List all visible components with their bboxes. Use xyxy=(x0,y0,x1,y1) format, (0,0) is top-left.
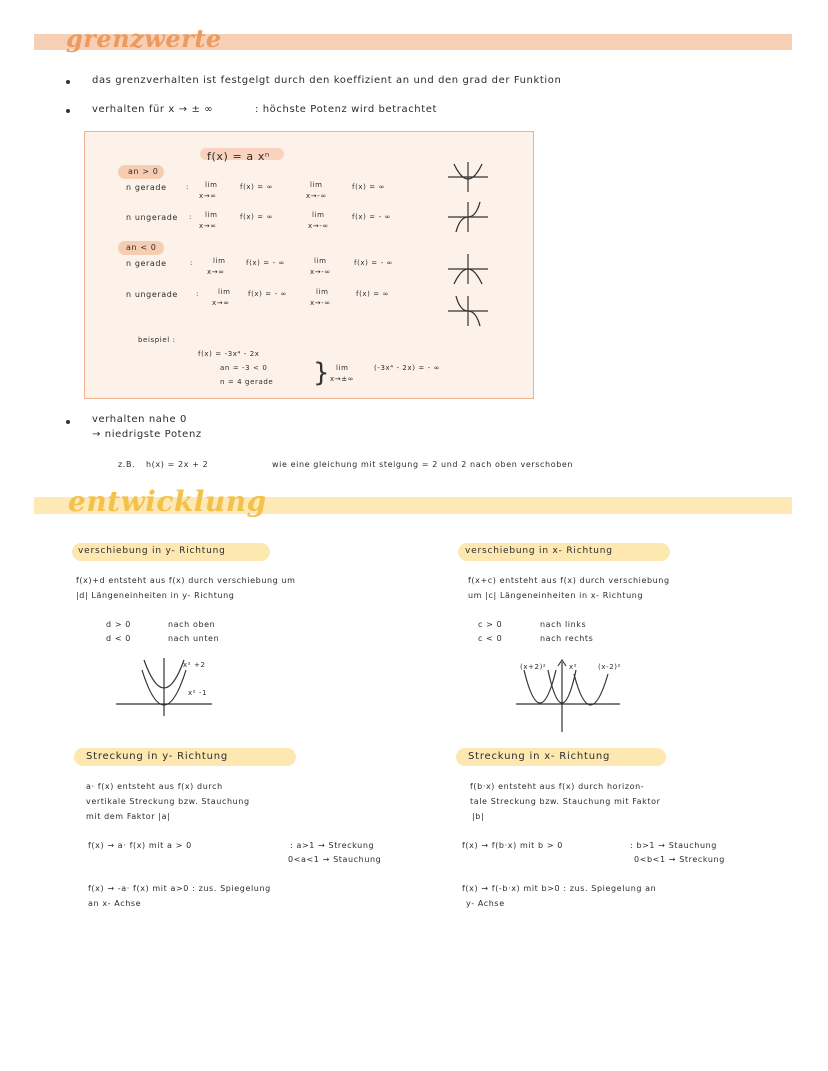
sy-mirror-line2: an x- Achse xyxy=(88,899,142,908)
bullet-text-hoechste-potenz: : höchste Potenz wird betrachtet xyxy=(255,104,438,115)
sy-rule-stauchung: 0<a<1 → Stauchung xyxy=(288,855,382,864)
graph-label-x-plus-2: (x+2)² xyxy=(520,663,547,671)
section-title-entwicklung: entwicklung xyxy=(68,485,267,518)
vy-cond2: d < 0 xyxy=(106,634,131,643)
graph-label-x2: x² xyxy=(569,663,578,671)
lim-result: f(x) = ∞ xyxy=(356,290,390,298)
lim-result: f(x) = ∞ xyxy=(240,213,274,221)
graph-label-x-minus-2: (x-2)² xyxy=(598,663,621,671)
sx-text-line3: |b| xyxy=(472,812,485,821)
bullet-dot xyxy=(66,80,70,84)
example-description: wie eine gleichung mit steigung = 2 und 2 nach oben verschoben xyxy=(272,460,574,469)
lim-label: lim xyxy=(316,288,329,296)
vy-text-line2: |d| Längeneinheiten in y- Richtung xyxy=(76,591,235,600)
heading-verschiebung-x: verschiebung in x- Richtung xyxy=(465,546,613,556)
lim-result: f(x) = - ∞ xyxy=(354,259,393,267)
graph-label-x2-plus-2: x² +2 xyxy=(183,661,206,669)
sy-mirror-line1: f(x) → -a· f(x) mit a>0 : zus. Spiegelung xyxy=(88,884,271,893)
graph-shift-x xyxy=(512,660,624,734)
lim-subscript: x→-∞ xyxy=(310,299,331,307)
sx-rule: f(x) → f(b·x) mit b > 0 xyxy=(462,841,563,850)
lim-label: lim xyxy=(218,288,231,296)
lim-label: lim xyxy=(314,257,327,265)
vx-text-line1: f(x+c) entsteht aus f(x) durch verschiebung xyxy=(468,576,670,585)
vy-cond1-result: nach oben xyxy=(168,620,216,629)
vy-cond2-result: nach unten xyxy=(168,634,220,643)
colon: : xyxy=(189,213,192,221)
sketch-odd-down-icon xyxy=(446,294,490,328)
vx-cond2: c < 0 xyxy=(478,634,503,643)
example-lim: lim xyxy=(336,364,349,372)
vx-cond1-result: nach links xyxy=(540,620,587,629)
graph-label-x2-minus-1: x² -1 xyxy=(188,689,208,697)
vx-cond1: c > 0 xyxy=(478,620,503,629)
vx-cond2-result: nach rechts xyxy=(540,634,594,643)
row-label: n gerade xyxy=(126,183,167,192)
lim-subscript: x→-∞ xyxy=(306,192,327,200)
sx-rule-streckung: 0<b<1 → Streckung xyxy=(634,855,725,864)
example-result: (-3x⁴ - 2x) = - ∞ xyxy=(374,364,441,372)
sx-text-line2: tale Streckung bzw. Stauchung mit Faktor xyxy=(470,797,661,806)
lim-subscript: x→-∞ xyxy=(308,222,329,230)
sx-text-line1: f(b·x) entsteht aus f(x) durch horizon- xyxy=(470,782,645,791)
lim-result: f(x) = ∞ xyxy=(240,183,274,191)
lim-label: lim xyxy=(205,211,218,219)
sy-rule: f(x) → a· f(x) mit a > 0 xyxy=(88,841,192,850)
vx-text-line2: um |c| Längeneinheiten in x- Richtung xyxy=(468,591,644,600)
sy-text-line3: mit dem Faktor |a| xyxy=(86,812,171,821)
bullet-dot xyxy=(66,420,70,424)
heading-verschiebung-y: verschiebung in y- Richtung xyxy=(78,546,226,556)
colon: : xyxy=(190,259,193,267)
section-title-grenzwerte: grenzwerte xyxy=(66,24,222,53)
sx-mirror-line1: f(x) → f(-b·x) mit b>0 : zus. Spiegelung an xyxy=(462,884,657,893)
sx-rule-stauchung: : b>1 → Stauchung xyxy=(630,841,717,850)
lim-subscript: x→∞ xyxy=(212,299,230,307)
lim-subscript: x→∞ xyxy=(199,192,217,200)
sy-rule-streckung: : a>1 → Streckung xyxy=(290,841,375,850)
sx-mirror-line2: y- Achse xyxy=(466,899,505,908)
sy-text-line2: vertikale Streckung bzw. Stauchung xyxy=(86,797,250,806)
vy-text-line1: f(x)+d entsteht aus f(x) durch verschiebung um xyxy=(76,576,296,585)
beispiel-label: beispiel : xyxy=(138,336,176,344)
colon: : xyxy=(196,290,199,298)
lim-subscript: x→∞ xyxy=(207,268,225,276)
curly-brace-icon: } xyxy=(313,358,330,388)
lim-label: lim xyxy=(213,257,226,265)
heading-streckung-x: Streckung in x- Richtung xyxy=(468,751,611,762)
row-label: n gerade xyxy=(126,259,167,268)
lim-result: f(x) = - ∞ xyxy=(352,213,391,221)
sketch-even-down-icon xyxy=(446,252,490,286)
lim-subscript: x→-∞ xyxy=(310,268,331,276)
formula-fx-axn: f(x) = a xⁿ xyxy=(207,150,270,163)
example-n: n = 4 gerade xyxy=(220,378,274,386)
example-lim-subscript: x→±∞ xyxy=(330,375,355,383)
lim-label: lim xyxy=(312,211,325,219)
lim-result: f(x) = - ∞ xyxy=(248,290,287,298)
bullet-text-grenzverhalten: das grenzverhalten ist festgelgt durch den koeffizient an und den grad der Funktion xyxy=(92,75,562,86)
an-negative-label: an < 0 xyxy=(126,243,157,252)
sketch-even-up-icon xyxy=(446,160,490,194)
example-hx: h(x) = 2x + 2 xyxy=(146,460,209,469)
bullet-text-niedrigste-potenz: → niedrigste Potenz xyxy=(92,429,202,440)
heading-streckung-y: Streckung in y- Richtung xyxy=(86,751,229,762)
row-label: n ungerade xyxy=(126,213,178,222)
row-label: n ungerade xyxy=(126,290,178,299)
lim-label: lim xyxy=(310,181,323,189)
sy-text-line1: a· f(x) entsteht aus f(x) durch xyxy=(86,782,223,791)
lim-result: f(x) = ∞ xyxy=(352,183,386,191)
bullet-dot xyxy=(66,109,70,113)
an-positive-label: an > 0 xyxy=(128,167,159,176)
lim-subscript: x→∞ xyxy=(199,222,217,230)
example-function: f(x) = -3x⁴ - 2x xyxy=(198,350,260,358)
example-zb: z.B. xyxy=(118,460,136,469)
lim-result: f(x) = - ∞ xyxy=(246,259,285,267)
bullet-text-verhalten-nahe-null: verhalten nahe 0 xyxy=(92,414,187,425)
sketch-odd-up-icon xyxy=(446,200,490,234)
colon: : xyxy=(186,183,189,191)
lim-label: lim xyxy=(205,181,218,189)
example-an: an = -3 < 0 xyxy=(220,364,268,372)
vy-cond1: d > 0 xyxy=(106,620,131,629)
bullet-text-verhalten-unendlich: verhalten für x → ± ∞ xyxy=(92,104,214,115)
